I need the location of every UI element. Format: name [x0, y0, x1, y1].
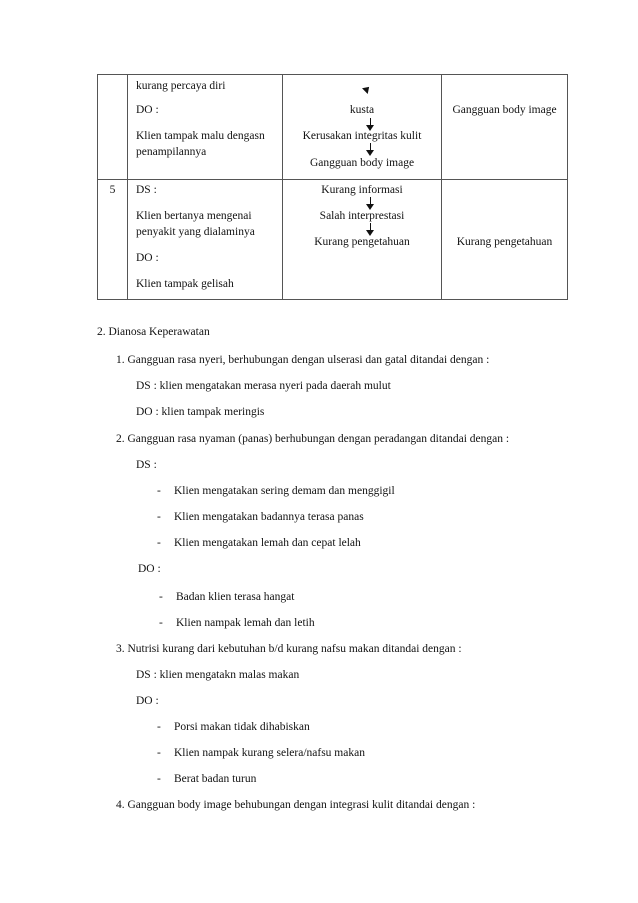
item-2-ds-dash-3: - [157, 537, 161, 549]
row4-top-arrowhead-icon [362, 84, 372, 94]
row5-flow-1: Kurang informasi [321, 184, 403, 196]
item-2-do-dash-2: - [159, 617, 163, 629]
row4-arrow-2-icon [366, 150, 374, 156]
row5-do-label: DO : [136, 252, 159, 264]
item-3-ds-line: DS : klien mengatakn malas makan [136, 669, 300, 681]
row5-number: 5 [109, 184, 116, 196]
table-row-divider [97, 179, 568, 180]
row5-ds-text-2: penyakit yang dialaminya [136, 226, 255, 238]
table-right-border [567, 74, 568, 300]
table-col-divider-1 [127, 74, 128, 300]
item-2-ds-label: DS : [136, 459, 157, 471]
item-2-do-bullet-1: Badan klien terasa hangat [176, 591, 295, 603]
item-3-do-dash-2: - [157, 747, 161, 759]
row4-flow-3: Gangguan body image [309, 157, 415, 169]
item-4-title: 4. Gangguan body image behubungan dengan integrasi kulit ditandai dengan : [116, 799, 476, 811]
row4-flow-2: Kerusakan integritas kulit [302, 130, 422, 142]
item-2-do-label: DO : [138, 563, 161, 575]
item-1-ds-line: DS : klien mengatakan merasa nyeri pada daerah mulut [136, 380, 391, 392]
section-heading: 2. Dianosa Keperawatan [97, 326, 210, 338]
row4-problem: Gangguan body image [452, 104, 557, 116]
table-bottom-border [97, 299, 568, 300]
item-1-title: 1. Gangguan rasa nyeri, berhubungan dengan ulserasi dan gatal ditandai dengan : [116, 354, 490, 366]
row4-do-label: DO : [136, 104, 159, 116]
item-2-ds-bullet-2: Klien mengatakan badannya terasa panas [174, 511, 364, 523]
item-2-ds-dash-1: - [157, 485, 161, 497]
table-top-border [97, 74, 568, 75]
row4-flow-1: kusta [349, 104, 375, 116]
item-2-ds-bullet-3: Klien mengatakan lemah dan cepat lelah [174, 537, 361, 549]
row5-ds-label: DS : [136, 184, 157, 196]
item-3-do-bullet-1: Porsi makan tidak dihabiskan [174, 721, 310, 733]
row5-problem: Kurang pengetahuan [456, 236, 553, 248]
item-2-title: 2. Gangguan rasa nyaman (panas) berhubungan dengan peradangan ditandai dengan : [116, 433, 510, 445]
item-2-ds-bullet-1: Klien mengatakan sering demam dan menggigil [174, 485, 395, 497]
row4-do-text-2: penampilannya [136, 146, 207, 158]
item-3-do-bullet-3: Berat badan turun [174, 773, 257, 785]
item-3-title: 3. Nutrisi kurang dari kebutuhan b/d kurang nafsu makan ditandai dengan : [116, 643, 462, 655]
item-3-do-dash-3: - [157, 773, 161, 785]
row5-ds-text-1: Klien bertanya mengenai [136, 210, 252, 222]
row5-do-text: Klien tampak gelisah [136, 278, 234, 290]
row5-flow-3: Kurang pengetahuan [314, 236, 410, 248]
item-1-do-line: DO : klien tampak meringis [136, 406, 265, 418]
item-3-do-label: DO : [136, 695, 159, 707]
item-3-do-bullet-2: Klien nampak kurang selera/nafsu makan [174, 747, 365, 759]
item-2-do-bullet-2: Klien nampak lemah dan letih [176, 617, 315, 629]
item-3-do-dash-1: - [157, 721, 161, 733]
row5-flow-2: Salah interprestasi [319, 210, 405, 222]
item-2-do-dash-1: - [159, 591, 163, 603]
item-2-ds-dash-2: - [157, 511, 161, 523]
row4-ds-continuation: kurang percaya diri [136, 80, 226, 92]
row4-do-text-1: Klien tampak malu dengasn [136, 130, 265, 142]
